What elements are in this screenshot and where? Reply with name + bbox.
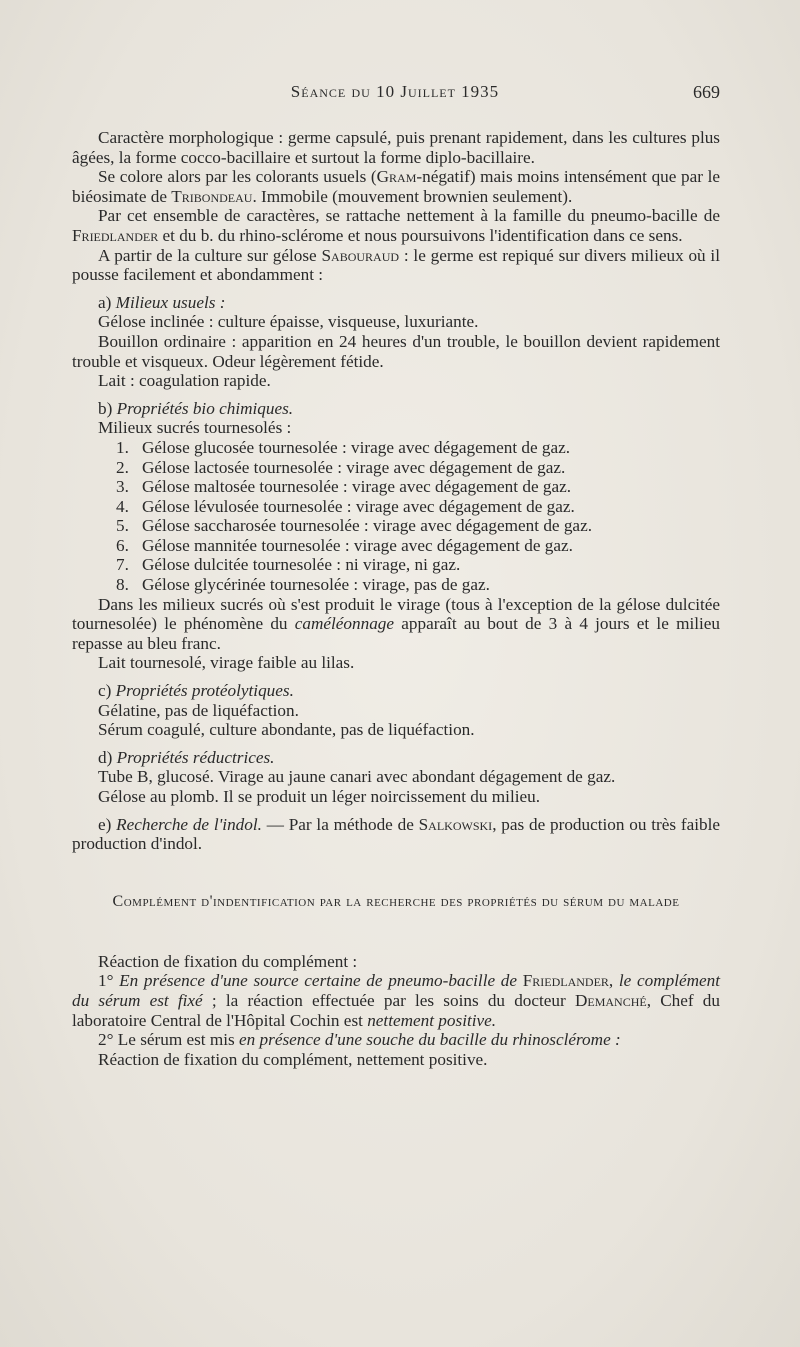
section-e: e) Recherche de l'indol. — Par la méthode de Salkowski, pas de production ou très faible production d'indol. bbox=[72, 814, 720, 854]
section-title: Recherche de l'indol. bbox=[116, 814, 262, 834]
list-item: 3. Gélose maltosée tournesolée : virage avec dégagement de gaz. bbox=[116, 477, 572, 497]
section-a-line: Bouillon ordinaire : apparition en 24 heures d'un trouble, le bouillon devient rapidement trouble et visqueux. Odeur légèrement fétide. bbox=[72, 331, 720, 371]
page-number: 669 bbox=[693, 82, 720, 102]
page-header bbox=[70, 82, 720, 112]
section-b-intro: Milieux sucrés tournesolés : bbox=[98, 418, 292, 438]
text-fragment: -négatif) mais moins intensément que par le biéosimate de bbox=[72, 167, 720, 206]
final-result: Réaction de fixation du complément, nettement positive. bbox=[98, 1049, 488, 1069]
name-friedlander: Friedlander bbox=[522, 971, 609, 991]
section-label: c) bbox=[98, 681, 116, 701]
list-item: 6. Gélose mannitée tournesolée : virage avec dégagement de gaz. bbox=[116, 535, 573, 555]
section-a-line: Lait : coagulation rapide. bbox=[98, 371, 271, 391]
text-fragment: . Immobile (mouvement brownien seulement). bbox=[252, 186, 573, 206]
list-item: 5. Gélose saccharosée tournesolée : virage avec dégagement de gaz. bbox=[116, 516, 592, 536]
section-c-heading bbox=[72, 681, 720, 701]
section-a-heading bbox=[72, 293, 720, 313]
running-head: Séance du 10 Juillet 1935 bbox=[290, 82, 500, 101]
text-fragment: Par cet ensemble de caractères, se rattache nettement à la famille du pneumo-bacille de bbox=[98, 206, 720, 226]
text-fragment: A partir de la culture sur gélose bbox=[98, 245, 322, 265]
text-fragment: et du b. du rhino-sclérome et nous poursuivons l'identification dans ce sens. bbox=[158, 225, 683, 245]
final-intro: Réaction de fixation du complément : bbox=[98, 951, 358, 971]
name-sabouraud: Sabouraud bbox=[321, 245, 400, 265]
paragraph-culture bbox=[72, 246, 720, 285]
final-item-2: 2° Le sérum est mis en présence d'une souche du bacille du rhinosclérome : bbox=[98, 1030, 621, 1050]
section-label: e) bbox=[98, 814, 117, 834]
list-item: 4. Gélose lévulosée tournesolée : virage avec dégagement de gaz. bbox=[116, 496, 575, 516]
list-item: 8. Gélose glycérinée tournesolée : virage, pas de gaz. bbox=[116, 575, 490, 595]
section-d-line: Gélose au plomb. Il se produit un léger noircissement du milieu. bbox=[98, 787, 541, 806]
paragraph-morphology: Caractère morphologique : germe capsulé, puis prenant rapidement, dans les cultures plus âgées, la forme cocco-bacillaire et surtout la forme diplo-bacillaire. bbox=[72, 128, 720, 167]
name-friedlander: Friedlander bbox=[72, 225, 159, 245]
name-demanche: Demanché bbox=[574, 990, 647, 1010]
section-title: Milieux usuels : bbox=[115, 292, 226, 312]
list-item: 7. Gélose dulcitée tournesolée : ni virage, ni gaz. bbox=[116, 555, 461, 575]
paragraph-chameleon: Dans les milieux sucrés où s'est produit le virage (tous à l'exception de la gélose dulcitée tournesolée) le phénomène du caméléonnage apparaît au bout de 3 à 4 jours et le milieu repasse au bleu franc. bbox=[72, 594, 720, 653]
list-item: 2. Gélose lactosée tournesolée : virage avec dégagement de gaz. bbox=[116, 457, 566, 477]
paragraph-lait: Lait tournesolé, virage faible au lilas. bbox=[98, 653, 355, 673]
body-text bbox=[72, 128, 720, 1069]
name-gram: Gram bbox=[376, 167, 417, 187]
section-label: a) bbox=[98, 292, 116, 312]
section-title: Propriétés réductrices. bbox=[116, 747, 275, 767]
section-d-line: Tube B, glucosé. Virage au jaune canari avec abondant dégagement de gaz. bbox=[98, 767, 616, 787]
section-label: b) bbox=[98, 398, 117, 418]
section-c-line: Gélatine, pas de liquéfaction. bbox=[98, 700, 299, 720]
paragraph-classification bbox=[72, 206, 720, 245]
final-item-1: 1° En présence d'une source certaine de pneumo-bacille de Friedlander, le complément du sérum est fixé ; la réaction effectuée par les soins du docteur Demanché, Chef du laboratoire Central de l'Hôpital Cochin est nettement positive. bbox=[72, 971, 721, 1030]
text-fragment: Se colore alors par les colorants usuels ( bbox=[98, 167, 377, 187]
section-d-heading bbox=[72, 748, 720, 768]
section-a-line: Gélose inclinée : culture épaisse, visqueuse, luxuriante. bbox=[98, 312, 479, 332]
section-b-heading bbox=[72, 399, 720, 419]
paragraph-staining bbox=[72, 167, 720, 206]
section-heading: Complément d'indentification par la recherche des propriétés du sérum du malade bbox=[112, 892, 680, 910]
section-title: Propriétés protéolytiques. bbox=[115, 681, 294, 701]
text-fragment: : le germe est repiqué sur divers milieux où il pousse facilement et abondamment : bbox=[72, 245, 720, 285]
section-c-line: Sérum coagulé, culture abondante, pas de liquéfaction. bbox=[98, 720, 475, 740]
section-label: d) bbox=[98, 747, 117, 767]
name-salkowski: Salkowski bbox=[418, 814, 493, 834]
name-tribondeau: Tribondeau bbox=[171, 186, 253, 206]
section-title: Propriétés bio chimiques. bbox=[116, 398, 294, 418]
list-item: 1. Gélose glucosée tournesolée : virage avec dégagement de gaz. bbox=[116, 437, 571, 457]
